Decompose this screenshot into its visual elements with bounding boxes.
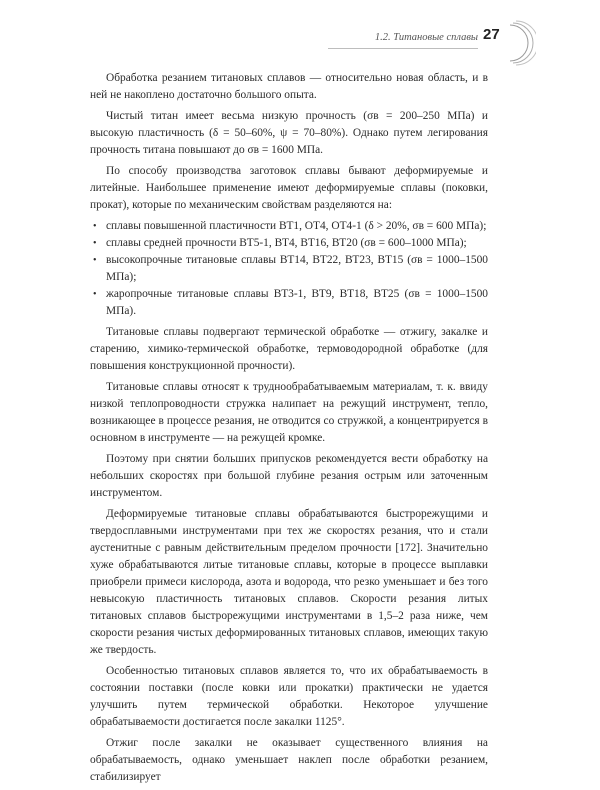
paragraph: Особенностью титановых сплавов является то, что их обрабатываемость в состоянии поставки (после ковки или прокатки) практически не удается улучшить путем термической обработки. Некоторое улучшение обрабатываемости достигается после закалки 1125°. bbox=[90, 665, 488, 728]
paragraph: Чистый титан имеет весьма низкую прочность (σв = 200–250 МПа) и высокую пластичность (δ = 50–60%, ψ = 70–80%). Однако путем легирования прочность титана повышают до σв = 1600 МПа. bbox=[90, 110, 488, 156]
header-rule bbox=[328, 48, 478, 49]
paragraph: Титановые сплавы относят к труднообрабатываемым материалам, т. к. ввиду низкой теплопроводности стружка налипает на режущий инструмент, тепло, возникающее в процессе резания, не отводится со стружкой, а концентрируется в основном в инструменте — на режущей кромке. bbox=[90, 381, 488, 444]
paragraph: Деформируемые титановые сплавы обрабатываются быстрорежущими и твердосплавными инструментами при тех же скоростях резания, что и стали аустенитные с равным действительным пределом прочности [172]. Значительно хуже обрабатываются литые титановые сплавы, которые в процессе выплавки приобрели примеси кислорода, азота и водорода, что резко уменьшает и без того невысокую пластичность титановых сплавов. Скорости резания литых титановых сплавов быстрорежущими инструментами в 1,5–2 раза ниже, чем скорости резания чистых деформированных титановых сплавов, имеющих такую же твердость. bbox=[90, 508, 488, 656]
running-title: 1.2. Титановые сплавы bbox=[374, 32, 478, 43]
alloy-list bbox=[90, 218, 488, 320]
body-text bbox=[90, 70, 488, 790]
paragraph: Отжиг после закалки не оказывает существенного влияния на обрабатываемость, однако уменьшает наклеп после обработки резанием, стабилизирует bbox=[90, 737, 488, 783]
list-item: • высокопрочные титановые сплавы ВТ14, ВТ22, ВТ23, ВТ15 (σв = 1000–1500 МПа); bbox=[90, 252, 488, 286]
page-header bbox=[0, 20, 600, 60]
paragraph: Обработка резанием титановых сплавов — относительно новая область, и в ней не накоплено достаточно большого опыта. bbox=[90, 72, 488, 101]
paragraph: По способу производства заготовок сплавы бывают деформируемые и литейные. Наибольшее применение имеют деформируемые сплавы (поковки, прокат), которые по механическим свойствам разделяются на: bbox=[90, 165, 488, 211]
paragraph: Поэтому при снятии больших припусков рекомендуется вести обработку на небольших скоростях при большой глубине резания острым или заточенным инструментом. bbox=[90, 453, 488, 499]
list-item: • жаропрочные титановые сплавы ВТ3-1, ВТ9, ВТ18, ВТ25 (σв = 1000–1500 МПа). bbox=[90, 286, 488, 320]
list-item: • сплавы средней прочности ВТ5-1, ВТ4, ВТ16, ВТ20 (σв = 600–1000 МПа); bbox=[90, 235, 488, 252]
page-number: 27 bbox=[483, 26, 500, 43]
list-item: • сплавы повышенной пластичности ВТ1, ОТ4, ОТ4-1 (δ > 20%, σв = 600 МПа); bbox=[90, 218, 488, 235]
paragraph: Титановые сплавы подвергают термической обработке — отжигу, закалке и старению, химико-термической обработке, термоводородной обработке (для повышения конструкционной прочности). bbox=[90, 326, 488, 372]
